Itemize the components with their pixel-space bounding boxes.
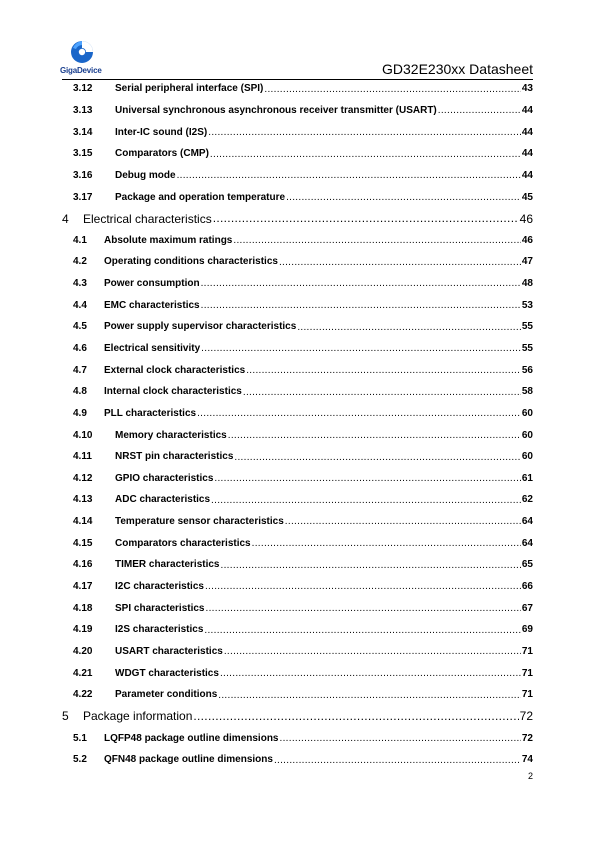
- toc-dot-leader: [204, 626, 520, 641]
- toc-entry-page[interactable]: 71: [521, 667, 533, 679]
- toc-entry-page[interactable]: 72: [519, 709, 533, 724]
- toc-entry[interactable]: [62, 576, 533, 598]
- toc-entry-title[interactable]: Electrical sensitivity: [104, 343, 201, 354]
- toc-entry-page[interactable]: 46: [519, 211, 533, 226]
- toc-entry-page[interactable]: 69: [521, 624, 533, 636]
- toc-entry-number: 4.10: [73, 429, 93, 441]
- toc-entry-title[interactable]: WDGT characteristics: [115, 667, 219, 679]
- toc-entry-number: 4.6: [73, 343, 87, 354]
- toc-entry-number: 4.13: [73, 494, 93, 506]
- toc-entry[interactable]: [62, 121, 533, 143]
- toc-entry-title[interactable]: GPIO characteristics: [115, 472, 214, 484]
- toc-entry[interactable]: [62, 403, 533, 425]
- toc-entry[interactable]: [62, 208, 533, 230]
- gigadevice-logo: [60, 40, 106, 80]
- toc-entry-title[interactable]: External clock characteristics: [104, 364, 246, 376]
- toc-dot-leader: [211, 496, 521, 511]
- toc-dot-leader: [221, 561, 521, 576]
- toc-entry[interactable]: [62, 251, 533, 273]
- toc-entry-page[interactable]: 44: [521, 104, 533, 116]
- toc-entry-page[interactable]: 71: [521, 645, 533, 657]
- toc-entry-title[interactable]: USART characteristics: [115, 645, 223, 657]
- toc-entry-number: 4.7: [73, 364, 87, 376]
- toc-dot-leader: [234, 453, 521, 468]
- toc-entry-title[interactable]: Comparators characteristics: [115, 537, 251, 549]
- toc-entry-page[interactable]: 67: [521, 602, 533, 614]
- toc-entry-title[interactable]: Memory characteristics: [115, 429, 227, 441]
- toc-entry[interactable]: [62, 338, 533, 360]
- toc-entry-title[interactable]: Internal clock characteristics: [104, 386, 242, 398]
- toc-entry-page[interactable]: 60: [521, 451, 533, 463]
- toc-entry-page[interactable]: 64: [521, 516, 533, 528]
- toc-entry-title[interactable]: Electrical characteristics: [83, 211, 212, 226]
- toc-entry-page[interactable]: 55: [521, 343, 533, 354]
- toc-entry-title[interactable]: Package and operation temperature: [115, 191, 286, 203]
- toc-entry-number: 4.22: [73, 689, 93, 701]
- toc-entry[interactable]: [62, 424, 533, 446]
- toc-entry-page[interactable]: 48: [521, 278, 533, 290]
- toc-entry-title[interactable]: Parameter conditions: [115, 689, 218, 701]
- toc-entry[interactable]: [62, 446, 533, 468]
- toc-entry-number: 4.9: [73, 407, 87, 419]
- gigadevice-logo-icon: [70, 40, 94, 64]
- toc-entry-title[interactable]: Temperature sensor characteristics: [115, 516, 284, 528]
- toc-entry-page[interactable]: 66: [521, 581, 533, 593]
- toc-entry-title[interactable]: EMC characteristics: [104, 299, 200, 311]
- toc-entry-title[interactable]: Inter-IC sound (I2S): [115, 126, 208, 138]
- toc-entry-number: 3.17: [73, 191, 93, 203]
- toc-dot-leader: [438, 106, 521, 121]
- toc-entry-number: 4.12: [73, 472, 93, 484]
- toc-entry[interactable]: [62, 554, 533, 576]
- toc-dot-leader: [279, 258, 521, 273]
- toc-entry-number: 4.2: [73, 256, 87, 268]
- toc-entry-title[interactable]: LQFP48 package outline dimensions: [104, 732, 279, 744]
- toc-entry-number: 3.15: [73, 148, 93, 160]
- toc-dot-leader: [206, 604, 521, 619]
- toc-entry-page[interactable]: 44: [521, 126, 533, 138]
- toc-dot-leader: [205, 582, 521, 597]
- toc-entry[interactable]: [62, 749, 533, 771]
- page-number: 2: [527, 771, 533, 781]
- toc-entry-page[interactable]: 65: [521, 559, 533, 571]
- toc-dot-leader: [280, 734, 521, 749]
- toc-entry[interactable]: [62, 229, 533, 251]
- toc-dot-leader: [274, 756, 521, 771]
- toc-entry-number: 3.16: [73, 169, 93, 181]
- toc-dot-leader: [197, 409, 521, 424]
- table-of-contents: [62, 78, 533, 771]
- toc-entry-title[interactable]: Operating conditions characteristics: [104, 256, 278, 268]
- toc-entry[interactable]: [62, 597, 533, 619]
- toc-entry-number: 4.8: [73, 386, 87, 398]
- toc-entry-number: 4.18: [73, 602, 93, 614]
- toc-entry-number: 4.4: [73, 299, 87, 311]
- toc-entry[interactable]: [62, 684, 533, 706]
- toc-entry-number: 4.3: [73, 278, 87, 290]
- toc-entry[interactable]: [62, 468, 533, 490]
- toc-entry-number: 4.14: [73, 516, 93, 528]
- toc-entry[interactable]: [62, 511, 533, 533]
- toc-dot-leader: [264, 85, 520, 100]
- toc-dot-leader: [201, 301, 521, 316]
- toc-entry-page[interactable]: 43: [521, 83, 533, 95]
- toc-entry-number: 4.11: [73, 451, 92, 463]
- toc-entry-page[interactable]: 53: [521, 299, 533, 311]
- toc-entry[interactable]: [62, 619, 533, 641]
- toc-dot-leader: [233, 236, 521, 251]
- toc-entry-number: 5.1: [73, 732, 87, 744]
- toc-entry-page[interactable]: 60: [521, 407, 533, 419]
- toc-entry-title[interactable]: I2C characteristics: [115, 581, 204, 593]
- toc-entry[interactable]: [62, 143, 533, 165]
- toc-entry-title[interactable]: SPI characteristics: [115, 602, 205, 614]
- toc-entry-title[interactable]: Absolute maximum ratings: [104, 234, 233, 246]
- toc-dot-leader: [193, 710, 518, 727]
- toc-entry-page[interactable]: 74: [521, 754, 533, 766]
- toc-entry[interactable]: [62, 706, 533, 728]
- toc-dot-leader: [210, 150, 521, 165]
- toc-entry-number: 4.5: [73, 321, 87, 333]
- toc-entry-number: 4.1: [73, 234, 87, 246]
- logo-text: GigaDevice: [60, 66, 102, 75]
- toc-dot-leader: [208, 128, 521, 143]
- toc-entry-title[interactable]: Power supply supervisor characteristics: [104, 321, 297, 333]
- toc-entry-number: 4.20: [73, 645, 93, 657]
- toc-dot-leader: [220, 669, 521, 684]
- toc-entry-number: 3.14: [73, 126, 93, 138]
- toc-entry-number: 3.13: [73, 104, 93, 116]
- toc-entry-number: 3.12: [73, 83, 93, 95]
- toc-entry-title[interactable]: Debug mode: [115, 169, 176, 181]
- toc-entry[interactable]: [62, 532, 533, 554]
- toc-entry-number: 4.21: [73, 667, 93, 679]
- toc-entry[interactable]: [62, 165, 533, 187]
- toc-entry-page[interactable]: 72: [521, 732, 533, 744]
- toc-dot-leader: [214, 474, 520, 489]
- page-header: [0, 0, 595, 80]
- toc-entry-page[interactable]: 55: [521, 321, 533, 333]
- toc-dot-leader: [218, 691, 521, 706]
- toc-entry-number: 4.19: [73, 624, 93, 636]
- toc-entry[interactable]: [62, 294, 533, 316]
- toc-entry-number: 5.2: [73, 754, 87, 766]
- toc-entry-title[interactable]: NRST pin characteristics: [115, 451, 234, 463]
- toc-entry-page[interactable]: 62: [521, 494, 533, 506]
- toc-entry[interactable]: [62, 641, 533, 663]
- toc-entry-title[interactable]: TIMER characteristics: [115, 559, 220, 571]
- toc-dot-leader: [243, 388, 521, 403]
- toc-dot-leader: [297, 323, 521, 338]
- document-title: GD32E230xx Datasheet: [382, 61, 533, 77]
- toc-entry[interactable]: [62, 359, 533, 381]
- toc-entry-page[interactable]: 44: [521, 148, 533, 160]
- toc-entry-title[interactable]: Package information: [83, 709, 193, 724]
- toc-dot-leader: [286, 193, 521, 208]
- toc-entry-title[interactable]: I2S characteristics: [115, 624, 204, 636]
- toc-entry-page[interactable]: 47: [521, 256, 533, 268]
- toc-entry-page[interactable]: 61: [521, 472, 533, 484]
- toc-dot-leader: [285, 517, 521, 532]
- toc-entry-page[interactable]: 45: [521, 191, 533, 203]
- toc-entry-page[interactable]: 60: [521, 429, 533, 441]
- toc-entry-page[interactable]: 56: [521, 364, 533, 376]
- toc-entry-page[interactable]: 64: [521, 537, 533, 549]
- toc-entry-number: 5: [62, 709, 69, 724]
- toc-entry-title[interactable]: Universal synchronous asynchronous receiver transmitter (USART): [115, 104, 437, 116]
- toc-entry[interactable]: [62, 381, 533, 403]
- toc-dot-leader: [252, 539, 521, 554]
- toc-dot-leader: [246, 366, 521, 381]
- toc-entry[interactable]: [62, 316, 533, 338]
- toc-entry[interactable]: [62, 100, 533, 122]
- toc-entry-number: 4: [62, 211, 69, 226]
- toc-entry[interactable]: [62, 662, 533, 684]
- toc-dot-leader: [224, 647, 521, 662]
- toc-entry-title[interactable]: ADC characteristics: [115, 494, 211, 506]
- toc-dot-leader: [228, 431, 521, 446]
- toc-entry-page[interactable]: 58: [521, 386, 533, 398]
- toc-entry[interactable]: [62, 186, 533, 208]
- toc-entry[interactable]: [62, 273, 533, 295]
- toc-dot-leader: [201, 279, 521, 294]
- toc-entry-title[interactable]: Serial peripheral interface (SPI): [115, 83, 264, 95]
- toc-dot-leader: [177, 171, 521, 186]
- toc-entry-title[interactable]: Comparators (CMP): [115, 148, 209, 160]
- toc-entry-page[interactable]: 71: [521, 689, 533, 701]
- toc-entry[interactable]: [62, 727, 533, 749]
- toc-entry-page[interactable]: 46: [521, 234, 533, 246]
- toc-entry-number: 4.17: [73, 581, 93, 593]
- toc-entry-title[interactable]: PLL characteristics: [104, 407, 197, 419]
- toc-dot-leader: [201, 344, 521, 359]
- toc-entry[interactable]: [62, 489, 533, 511]
- toc-entry-number: 4.15: [73, 537, 93, 549]
- toc-entry-page[interactable]: 44: [521, 169, 533, 181]
- toc-entry-number: 4.16: [73, 559, 93, 571]
- toc-entry-title[interactable]: Power consumption: [104, 278, 200, 290]
- toc-entry-title[interactable]: QFN48 package outline dimensions: [104, 754, 273, 766]
- toc-dot-leader: [213, 212, 519, 229]
- toc-entry[interactable]: [62, 78, 533, 100]
